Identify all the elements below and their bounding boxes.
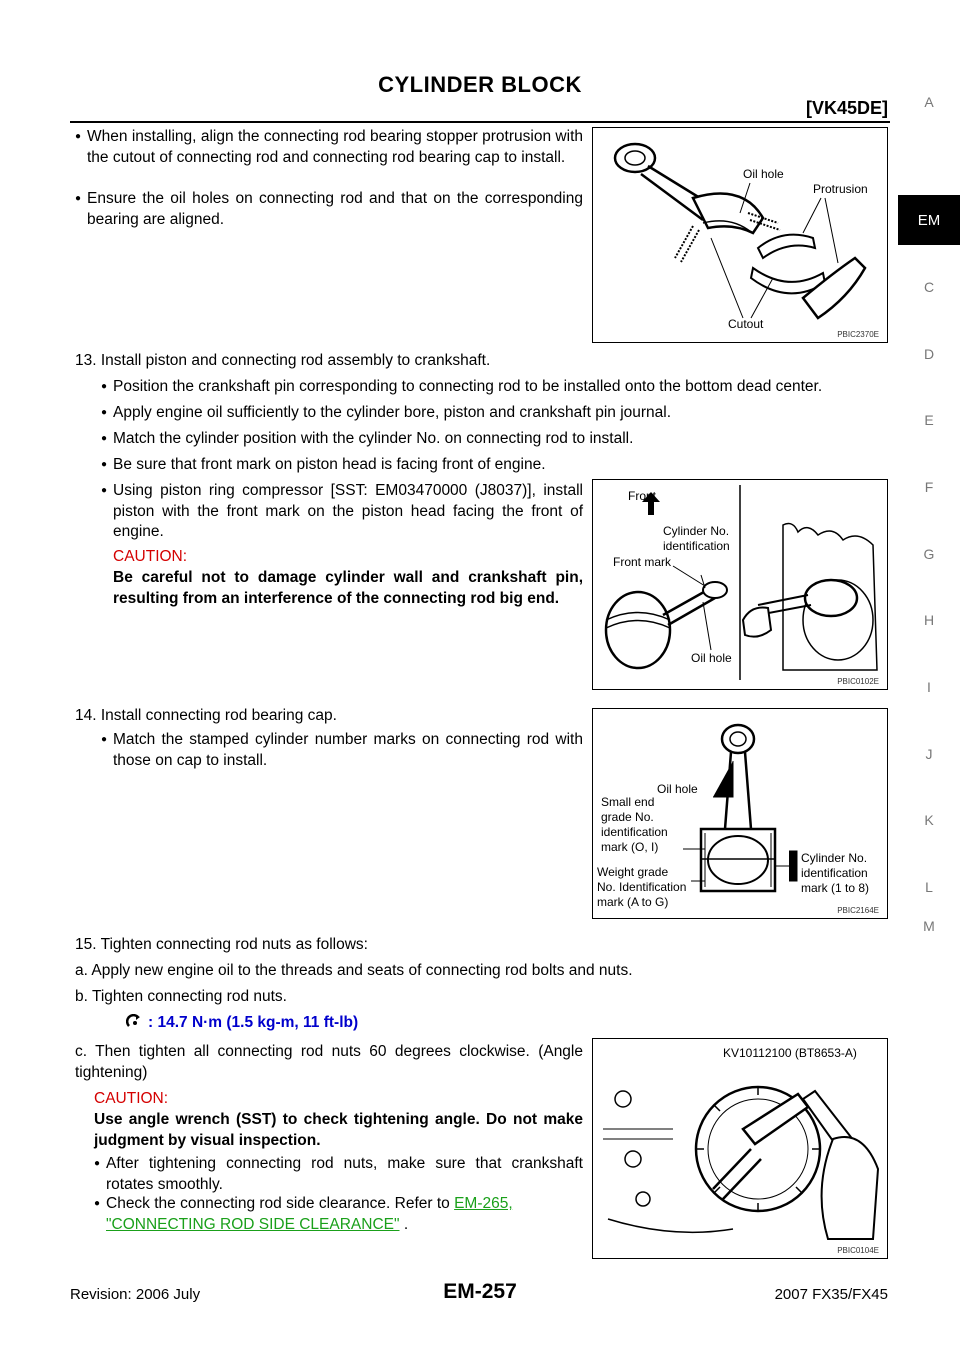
list-item: ● Match the cylinder position with the cylinder No. on connecting rod to install.: [101, 429, 891, 450]
figure-label-protrusion: Protrusion: [813, 182, 868, 196]
torque-wrench-icon: [126, 1014, 144, 1032]
list-item: ● Check the connecting rod side clearance. Refer to EM-265, "CONNECTING ROD SIDE CLEARANCE" .: [94, 1195, 513, 1233]
step-14: 14. Install connecting rod bearing cap.: [75, 707, 337, 724]
side-index-h[interactable]: H: [923, 612, 935, 628]
list-item: ● When installing, align the connecting rod bearing stopper protrusion with the cutout of connecting rod and connecting rod bearing cap to install.: [75, 128, 583, 166]
figure-label-front: Front: [628, 489, 657, 503]
side-index-f[interactable]: F: [924, 479, 934, 495]
figure-connecting-rod-marks: [592, 708, 888, 919]
footer-revision: Revision: 2006 July: [70, 1286, 201, 1303]
figure-label-oil-hole: Oil hole: [657, 782, 698, 796]
figure-label-front-mark: Front mark: [613, 555, 672, 569]
connecting-rod-marks-illustration: [593, 709, 887, 918]
figure-label-mark-a-to-g: mark (A to G): [597, 895, 669, 909]
bullet-icon: ●: [94, 1198, 101, 1209]
figure-label-identification: identification: [663, 539, 730, 553]
link-em-265[interactable]: EM-265,: [454, 1195, 513, 1212]
bullet-icon: ●: [75, 131, 82, 142]
figure-label-oil-hole: Oil hole: [691, 651, 732, 665]
list-item: ● Match the stamped cylinder number marks on connecting rod with those on cap to install.: [101, 731, 583, 769]
side-index-k[interactable]: K: [924, 812, 934, 828]
figure-angle-wrench: [592, 1038, 888, 1259]
figure-label-identification: identification: [601, 825, 668, 839]
figure-label-sst-number: KV10112100 (BT8653-A): [723, 1046, 857, 1060]
step-15c: c. Then tighten all connecting rod nuts 60 degrees clockwise. (Angle tightening): [75, 1043, 583, 1081]
bullet-icon: ●: [75, 193, 82, 204]
bullet-icon: ●: [101, 485, 108, 496]
list-item: ● Using piston ring compressor [SST: EM03470000 (J8037)], install piston with the front mark on the piston head facing the front of engine.: [101, 482, 583, 540]
side-index-i[interactable]: I: [927, 679, 931, 695]
side-index-j[interactable]: J: [925, 746, 933, 762]
footer-model: 2007 FX35/FX45: [774, 1286, 888, 1303]
figure-code: PBIC2164E: [837, 906, 879, 915]
side-index-em-active[interactable]: EM: [898, 195, 960, 245]
angle-wrench-illustration: [593, 1039, 887, 1258]
figure-label-identification: identification: [801, 866, 868, 880]
list-item: ● Position the crankshaft pin corresponding to connecting rod to be installed onto the bottom dead center.: [101, 377, 891, 398]
bullet-icon: ●: [101, 459, 108, 470]
page-title: CYLINDER BLOCK: [378, 72, 582, 97]
bullet-icon: ●: [101, 433, 108, 444]
step-15: 15. Tighten connecting rod nuts as follows:: [75, 936, 368, 953]
list-item: ● Be sure that front mark on piston head is facing front of engine.: [101, 455, 891, 476]
torque-spec: : 14.7 N·m (1.5 kg-m, 11 ft-lb): [126, 1014, 358, 1032]
side-index-m[interactable]: M: [923, 918, 935, 934]
connecting-rod-illustration: [593, 128, 887, 342]
step-15b: b. Tighten connecting rod nuts.: [75, 988, 287, 1005]
figure-label-grade-no: grade No.: [601, 810, 654, 824]
figure-piston-install: [592, 479, 888, 690]
piston-install-illustration: [593, 480, 887, 689]
figure-connecting-rod-bearing: [592, 127, 888, 343]
side-index-d[interactable]: D: [923, 346, 935, 362]
link-connecting-rod-side-clearance[interactable]: "CONNECTING ROD SIDE CLEARANCE": [106, 1215, 400, 1233]
section-code: [VK45DE]: [805, 98, 888, 118]
figure-label-mark-1-to-8: mark (1 to 8): [801, 881, 870, 895]
figure-code: PBIC0104E: [837, 1246, 879, 1255]
side-index-l[interactable]: L: [925, 879, 933, 895]
step-15a: a. Apply new engine oil to the threads and seats of connecting rod bolts and nuts.: [75, 962, 633, 979]
bullet-icon: ●: [101, 734, 108, 745]
figure-label-mark-o-i: mark (O, I): [601, 840, 659, 854]
figure-label-cutout: Cutout: [728, 317, 764, 331]
figure-label-cylinder-no: Cylinder No.: [801, 851, 868, 865]
step-13: 13. Install piston and connecting rod assembly to crankshaft.: [75, 352, 491, 369]
list-item: ● Apply engine oil sufficiently to the cylinder bore, piston and crankshaft pin journal.: [101, 403, 891, 424]
bullet-icon: ●: [101, 407, 108, 418]
bullet-icon: ●: [101, 381, 108, 392]
list-item: ● Ensure the oil holes on connecting rod and that on the corresponding bearing are aligned.: [75, 190, 583, 228]
figure-label-weight-grade: Weight grade: [597, 865, 669, 879]
caution-text: Be careful not to damage cylinder wall and crankshaft pin, resulting from an interference of the connecting rod big end.: [113, 569, 583, 607]
list-item: ● After tightening connecting rod nuts, make sure that crankshaft rotates smoothly.: [94, 1155, 583, 1193]
page-number: EM-257: [443, 1280, 517, 1303]
side-index-a[interactable]: A: [924, 94, 934, 110]
side-index-c[interactable]: C: [923, 279, 935, 295]
figure-label-small-end: Small end: [601, 795, 655, 809]
figure-code: PBIC2370E: [837, 330, 879, 339]
figure-label-no-identification: No. Identification: [597, 880, 687, 894]
header-rule: [70, 121, 890, 123]
figure-code: PBIC0102E: [837, 677, 879, 686]
side-index-g[interactable]: G: [923, 546, 935, 562]
side-index-e[interactable]: E: [924, 412, 934, 428]
figure-label-cylinder-no: Cylinder No.: [663, 524, 730, 538]
caution-text: Use angle wrench (SST) to check tightening angle. Do not make judgment by visual inspection.: [94, 1111, 583, 1149]
caution-label: CAUTION:: [113, 548, 188, 565]
caution-label: CAUTION:: [94, 1090, 169, 1107]
figure-label-oil-hole: Oil hole: [743, 167, 784, 181]
bullet-icon: ●: [94, 1158, 101, 1169]
